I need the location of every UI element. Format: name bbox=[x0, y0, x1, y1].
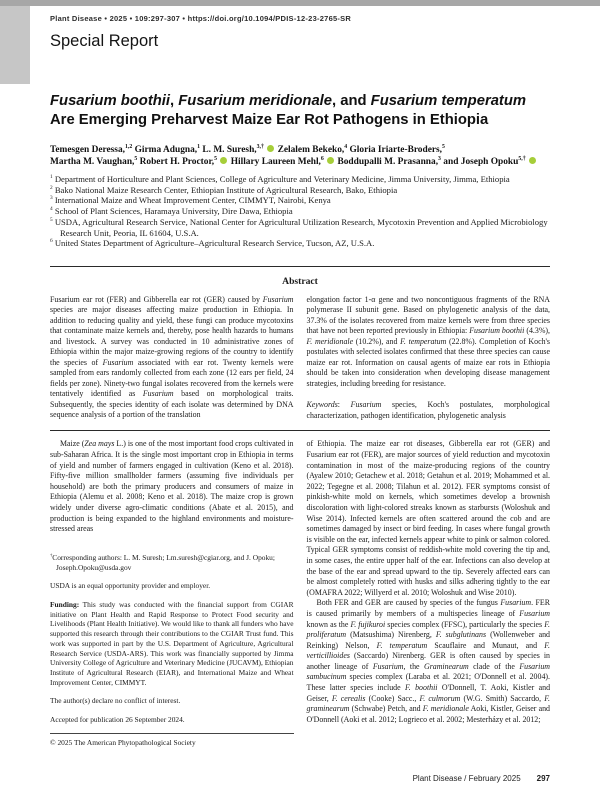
footnote-block bbox=[50, 544, 294, 748]
journal-citation-line: Plant Disease • 2025 • 109:297-307 • https://doi.org/10.1094/PDIS-12-23-2765-SR bbox=[50, 14, 352, 23]
body-column-left bbox=[50, 439, 294, 747]
affiliation-text: Bako National Maize Research Center, Ethiopian Institute of Agricultural Research, Bako, Ethiopia bbox=[52, 184, 398, 195]
page-footer bbox=[413, 774, 550, 783]
footnote-usda-statement: USDA is an equal opportunity provider and employer. bbox=[50, 581, 211, 591]
affiliations bbox=[50, 174, 550, 249]
affiliation-number: 6 bbox=[50, 238, 53, 245]
affiliation-number: 3 bbox=[50, 195, 53, 202]
abstract-heading: Abstract bbox=[282, 275, 318, 287]
abstract-column-2-text: elongation factor 1-α gene and two noncontiguous fragments of the RNA polymerase II subunit gene. Based on phylogenetic analysis of the data, 37.3% of the isolates recovered from maize kernels were from three species that have not been reported previously in Ethiopia: Fusarium boothii (4.3%), F. meridionale (10.2%), and F. temperatum (22.8%). Completion of Koch's postulates with selected isolates confirmed that these three species can cause maize ear rot. Information on causal agents of maize ear rots in Ethiopia should be taken into consideration when developing disease management strategies, including breeding for resistance. bbox=[306, 294, 551, 388]
affiliation-2 bbox=[50, 185, 550, 196]
affiliation-3 bbox=[50, 195, 550, 206]
affiliation-text: School of Plant Sciences, Haramaya University, Dire Dawa, Ethiopia bbox=[52, 206, 293, 217]
body-paragraph-continued: of Ethiopia. The maize ear rot diseases, Gibberella ear rot (GER) and Fusarium ear rot (FER), are major sources of yield reduction and mycotoxin contamination in most of the maize-producing regions of the country (Ayalew 2010; Getachew et al. 2018; Getahun et al. 2019; Mohammed et al. 2022; Tegegne et al. 2008; Tilahun et al. 2012). FER symptoms consist of pinkish-white mold on kernels, which sometimes develop a brownish discoloration with light-colored streaks known as starbursts (Woloshuk and Wise 2014). Infected kernels are often scattered around the cob and are sometimes damaged by insect or bird feeding. In cases where fungal growth is visible on the ear, infected kernels appear white to pink or salmon colored. Typical GER symptoms consist of reddish-white mold covering the tip and, in some cases, the entire upper half of the ear. Infections can also develop at the base of the ear and spread upward to the tip. Severely affected ears can be almost completely rotted with husks and silks adhering tightly to the ear (OMAFRA 2022; Willyerd et al. 2010; Woloshuk and Wise 2010). bbox=[306, 439, 550, 597]
affiliation-4 bbox=[50, 206, 550, 217]
author-list bbox=[50, 145, 550, 168]
abstract-column-1: Fusarium ear rot (FER) and Gibberella ear rot (GER) caused by Fusarium species are major diseases affecting maize production in Ethiopia. In addition to reducing quality and yield, these fungi can produce mycotoxins that contaminate maize kernels and, thereby, pose health hazards to humans and livestock. A survey was conducted in 10 administrative zones of Ethiopia within the major maize-growing regions of the country to identify the species of Fusarium associated with ear rot. Twenty kernels were sampled from ears randomly collected from each zone (12 ears per field, 24 fields per zone). Ninety-two fungal isolates recovered from the kernels were tentatively identified as Fusarium based on morphological traits. Subsequently, the species identity of each isolate was determined by DNA sequence analysis of a portion of the translation bbox=[50, 294, 294, 420]
affiliation-number: 1 bbox=[50, 174, 53, 181]
affiliation-1 bbox=[50, 174, 550, 185]
orcid-icon bbox=[327, 157, 334, 164]
affiliation-text: Department of Horticulture and Plant Sciences, College of Agriculture and Veterinary Medicine, Jimma University, Jimma, Ethiopia bbox=[52, 174, 510, 184]
copyright-line: © 2025 The American Phytopathological Society bbox=[50, 737, 196, 747]
abstract-top-divider bbox=[50, 266, 550, 267]
copyright-divider bbox=[50, 733, 294, 734]
footnote-conflict-of-interest: The author(s) declare no conflict of interest. bbox=[50, 696, 181, 706]
body-paragraph-1: Maize (Zea mays L.) is one of the most important food crops cultivated in sub-Saharan Africa. It is the single most important crop in Ethiopia in terms of yield and number of farmers engaged in cultivation (Keno et al. 2018). Fifty-five million smallholder farmers (assuming five individuals per household) are both the primary producers and consumers of maize in Ethiopia (Alemu et al. 2008; Keno et al. 2018). The maize crop is grown widely under diverse agro-climatic conditions (Abate et al. 2015), and production is being expanded to the highland environments and moisture-stressed areas bbox=[50, 439, 294, 534]
footnote-corresponding-authors: †Corresponding authors: L. M. Suresh; Lm.suresh@cgiar.org, and J. Opoku; Joseph.Opoku@usda.gov bbox=[50, 552, 275, 572]
footnote-funding: Funding: This study was conducted with the financial support from CGIAR initiative on Plant Health and Rapid Response to Protect Food security and Livelihoods (Plant Health Initiative). We would like to thank all funders who have supported this research through their contributions to the CGIAR Trust fund. This work was supported in part by the U.S. Department of Agriculture, Agricultural Research Service (USDA-ARS). This work was financially supported by Jimma University College of Agriculture and Veterinary Medicine (JUCAVM), Ethiopian Institute of Agricultural Research (EIAR), and International Maize and Wheat Improvement Center, CIMMYT. bbox=[50, 599, 294, 687]
affiliation-text: USDA, Agricultural Research Service, National Center for Agricultural Utilization Research, Mycotoxin Prevention and Applied Microbiology Research Unit, Peoria, IL 61604, U.S.A. bbox=[52, 216, 548, 238]
article-title: Fusarium boothii, Fusarium meridionale, and Fusarium temperatum Are Emerging Preharvest Maize Ear Rot Pathogens in Ethiopia bbox=[50, 93, 527, 128]
affiliation-number: 2 bbox=[50, 184, 53, 191]
affiliation-text: United States Department of Agriculture–Agricultural Research Service, Tucson, AZ, U.S.A. bbox=[52, 238, 375, 249]
orcid-icon bbox=[220, 157, 227, 164]
body-top-divider bbox=[50, 430, 550, 431]
orcid-icon bbox=[267, 145, 274, 152]
footer-page-number: 297 bbox=[536, 774, 550, 783]
orcid-icon bbox=[529, 157, 536, 164]
affiliation-6 bbox=[50, 238, 550, 249]
affiliation-number: 4 bbox=[50, 206, 53, 213]
author-line-2: Martha M. Vaughan,$^5$ Robert H. Proctor,$^5$ Hillary Laureen Mehl,$^6$ Boddupalli M. Prasanna,$^3$ and Joseph Opoku$^{5,\dagger}$ bbox=[50, 157, 550, 169]
author-line-1: Temesgen Deressa,$^{1,2}$ Girma Adugna,$^1$ L. M. Suresh,$^{3,\dagger}$ Zelalem Bekeko,$^4$ Gloria Iriarte-Broders,$^5$ bbox=[50, 143, 445, 155]
body-columns bbox=[50, 439, 550, 747]
affiliation-text: International Maize and Wheat Improvement Center, CIMMYT, Nairobi, Kenya bbox=[52, 195, 331, 206]
abstract-column-2 bbox=[307, 295, 551, 422]
footer-journal-line: Plant Disease / February 2025 bbox=[412, 774, 521, 783]
affiliation-5 bbox=[50, 217, 550, 238]
body-column-right bbox=[307, 439, 551, 747]
body-paragraph-2: Both FER and GER are caused by species of the fungus Fusarium. FER is caused primarily by members of a multispecies lineage of Fusarium known as the F. fujikuroi species complex (FFSC), particularly the species F. proliferatum (Matsushima) Nirenberg, F. subglutinans (Wollenweber and Reinking) Nelson, F. temperatum Scauflaire and Munaut, and F. verticillioides (Saccardo) Nirenberg. GER is often caused by species in another lineage of Fusarium, the Graminearum clade of the Fusarium sambucinum species complex (Laraba et al. 2021; O'Donnell et al. 2004). These latter species include F. boothii O'Donnell, T. Aoki, Kistler and Geiser, F. cerealis (Cooke) Sacc., F. culmorum (W.G. Smith) Saccardo, F. graminearum (Schwabe) Petch, and F. meridionale Aoki, Kistler, Geiser and O'Donnell (Aoki et al. 2012; Logrieco et al. 2002; Mesterházy et al. 2012; bbox=[306, 598, 550, 724]
affiliation-number: 5 bbox=[50, 216, 53, 223]
keywords-line: Keywords: Fusarium species, Koch's postulates, morphological characterization, pathogen identification, phylogenetic analysis bbox=[306, 400, 550, 420]
article-type-label: Special Report bbox=[50, 32, 159, 50]
abstract-columns bbox=[50, 295, 550, 422]
footnote-accepted-date: Accepted for publication 26 September 2024. bbox=[50, 715, 185, 725]
